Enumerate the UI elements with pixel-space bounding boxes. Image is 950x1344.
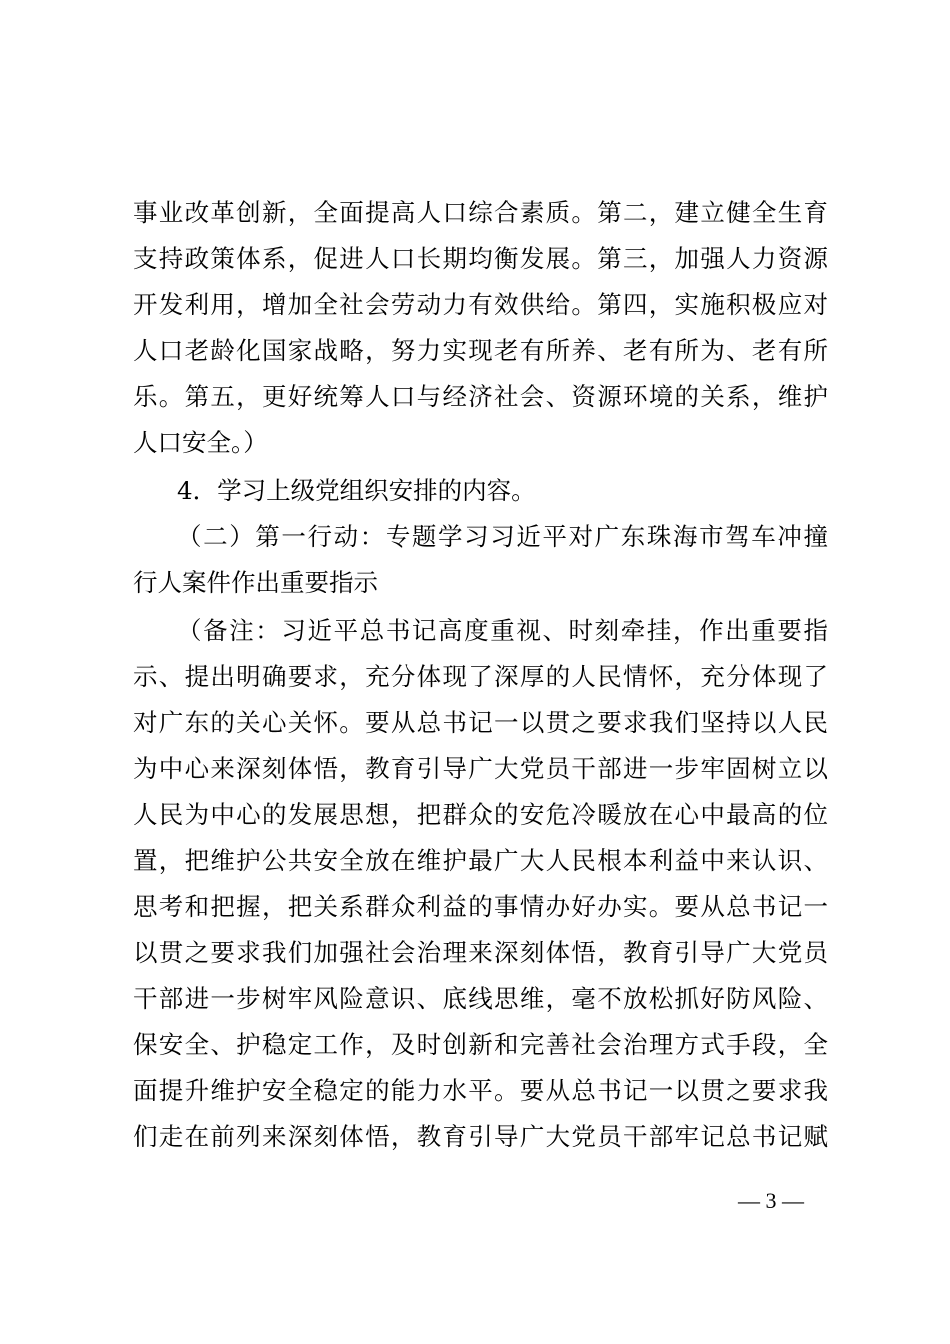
text-line: （备注：习近平总书记高度重视、时刻牵挂，作出重要指 (177, 616, 828, 645)
text-line: 干部进一步树牢风险意识、底线思维，毫不放松抓好防风险、 (133, 984, 828, 1013)
text-line: 以贯之要求我们加强社会治理来深刻体悟，教育引导广大党员 (133, 938, 828, 967)
text-line: 乐。第五，更好统筹人口与经济社会、资源环境的关系，维护 (133, 382, 828, 411)
text-line: 为中心来深刻体悟，教育引导广大党员干部进一步牢固树立以 (133, 754, 828, 783)
text-line: 人口老龄化国家战略，努力实现老有所养、老有所为、老有所 (133, 336, 828, 365)
text-line: 人口安全。） (133, 428, 268, 457)
text-line: 对广东的关心关怀。要从总书记一以贯之要求我们坚持以人民 (133, 708, 828, 737)
text-line: 人民为中心的发展思想，把群众的安危冷暖放在心中最高的位 (133, 800, 828, 829)
text-line: 事业改革创新，全面提高人口综合素质。第二，建立健全生育 (133, 198, 828, 227)
text-line: 置，把维护公共安全放在维护最广大人民根本利益中来认识、 (133, 846, 828, 875)
text-line: 面提升维护安全稳定的能力水平。要从总书记一以贯之要求我 (133, 1076, 828, 1105)
text-line: 们走在前列来深刻体悟，教育引导广大党员干部牢记总书记赋 (133, 1122, 828, 1151)
heading-line: （二）第一行动：专题学习习近平对广东珠海市驾车冲撞 (177, 522, 828, 551)
text-line: 示、提出明确要求，充分体现了深厚的人民情怀，充分体现了 (133, 662, 828, 691)
heading-line: 行人案件作出重要指示 (133, 568, 378, 597)
text-line: 开发利用，增加全社会劳动力有效供给。第四，实施积极应对 (133, 290, 828, 319)
text-line: 支持政策体系，促进人口长期均衡发展。第三，加强人力资源 (133, 244, 828, 273)
text-line: 保安全、护稳定工作，及时创新和完善社会治理方式手段，全 (133, 1030, 828, 1059)
page-number: — 3 — (738, 1188, 804, 1213)
text-line: 思考和把握，把关系群众利益的事情办好办实。要从总书记一 (133, 892, 828, 921)
list-item-4: 4．学习上级党组织安排的内容。 (177, 476, 536, 505)
